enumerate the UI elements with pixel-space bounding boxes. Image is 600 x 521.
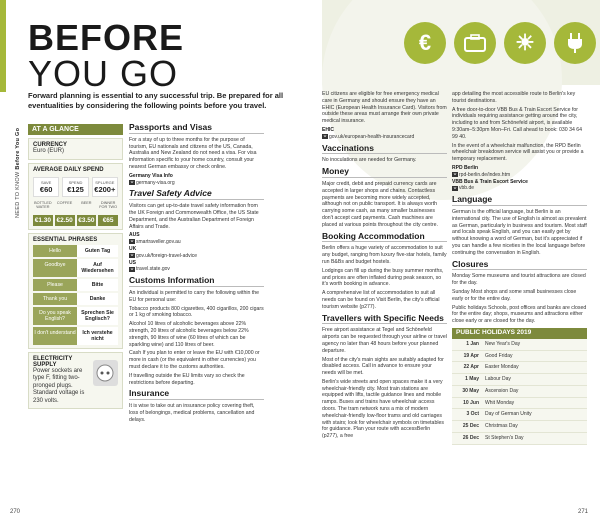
spend-spend: SPEND €125 xyxy=(62,177,88,197)
holiday-row xyxy=(452,421,587,433)
holiday-row xyxy=(452,433,587,445)
link-vbb[interactable]: vbb.de xyxy=(459,185,475,192)
holiday-name: Day of German Unity xyxy=(485,411,532,418)
web-icon: w xyxy=(130,239,134,244)
heading-customs: Customs Information xyxy=(129,277,264,287)
heading-vaccinations: Vaccinations xyxy=(322,145,447,155)
web-icon: w xyxy=(130,252,134,257)
phrase-row: Please Bitte xyxy=(33,279,118,291)
cost-water: BOTTLED WATER €1.30 xyxy=(34,200,52,224)
holiday-row xyxy=(452,386,587,398)
holiday-date: 26 Dec xyxy=(462,435,479,442)
holiday-date: 19 Apr xyxy=(463,352,479,359)
suitcase-icon xyxy=(454,22,496,64)
public-holidays-table xyxy=(452,328,587,445)
title-line-2: YOU GO xyxy=(28,53,179,94)
link-germany-visa[interactable]: germany-visa.org xyxy=(136,179,175,186)
currency-box: CURRENCY Euro (EUR) xyxy=(28,138,123,160)
link-ehic[interactable]: gov.uk/european-health-insurancecard xyxy=(329,133,415,140)
heading-language: Language xyxy=(452,196,587,206)
link-rpd-berlin[interactable]: rpd-berlin.de/index.htm xyxy=(459,171,511,178)
holiday-date: 22 Apr xyxy=(463,364,479,371)
holiday-name: Easter Monday xyxy=(485,364,519,371)
web-icon: w xyxy=(323,133,327,138)
cost-dinner: DINNER FOR TWO €65 xyxy=(99,200,118,224)
daily-spend-box: AVERAGE DAILY SPEND SAVE €60 SPEND €125 SPLURGE €200+ BOTTLED WATER €1.30 COFFEE €2.50 BEER €3.50 DINNER FOR TWO €65 xyxy=(28,163,123,230)
heading-closures: Closures xyxy=(452,261,587,271)
link-travel-state[interactable]: travel.state.gov xyxy=(136,266,170,273)
intro-text: Forward planning is essential to any successful trip. Be prepared for all eventualities by considering the following points before you travel. xyxy=(28,91,284,110)
holiday-date: 1 Jan xyxy=(466,340,479,347)
heading-booking: Booking Accommodation xyxy=(322,233,447,243)
heading-money: Money xyxy=(322,168,447,178)
phrase-row: Thank you Danke xyxy=(33,293,118,305)
holiday-name: Ascension Day xyxy=(485,387,519,394)
column-passports: Passports and Visas For a stay of up to three months for the purpose of tourism, EU nationals and citizens of the US, Canada, Australia and New Zealand do not need a visa. For visa information specific to your home country, consult your nearest German embassy or check online. Germany Visa Info w germany-visa.org Travel Safety Advice Visitors can get up-to-date travel safety information from the UK Foreign and Commonwealth Office, the US State Department, and the Australian Department of Foreign Affairs and Trade. AUS w smartraveller.gov.au UK w gov.uk/foreign-travel-advice US w travel.state.gov Customs Information An individual is permitted to carry the following within the EU for personal use: Tobacco products 800 cigarettes, 400 cigarillos, 200 cigars or 1 kg of smoking tobacco. Alcohol 10 litres of alcoholic beverages above 22% strength, 20 litres of alcoholic beverages below 22% strength, 90 litres of wine (60 litres of which can be sparkling wine) and 110 litres of beer. Cash If you plan to enter or leave the EU with €10,000 or more in cash (or the equivalent in other currencies) you must declare it to the customs authorities. If travelling outside the EU limits vary so check the restrictions before departing. Insurance It is wise to take out an insurance policy covering theft, loss of belongings, medical problems, cancellation and delays. xyxy=(129,122,264,423)
holiday-name: New Year's Day xyxy=(485,340,521,347)
spend-save: SAVE €60 xyxy=(33,177,59,197)
electricity-box: ELECTRICITY SUPPLY Power sockets are type F, fitting two-pronged plugs. Standard voltage is 230 volts. xyxy=(28,352,123,410)
heading-passports: Passports and Visas xyxy=(129,124,264,134)
heading-specific-needs: Travellers with Specific Needs xyxy=(322,315,447,325)
euro-icon: € xyxy=(404,22,446,64)
cost-beer: BEER €3.50 xyxy=(78,200,95,224)
web-icon: w xyxy=(453,171,457,176)
phrase-row: Hello Guten Tag xyxy=(33,245,118,257)
holiday-name: St Stephen's Day xyxy=(485,435,524,442)
holiday-row xyxy=(452,339,587,351)
phrase-row: Do you speak English? Sprechen Sie Englisch? xyxy=(33,307,118,325)
holiday-row xyxy=(452,362,587,374)
column-language: app detailing the most accessible route to Berlin's key tourist destinations. A free door-to-door VBB Bus & Train Escort Service for individuals requiring assistance getting around the city, including to and from Schönefeld airport, is available 9:30am–5:30pm Mon–Fri. Call ahead to book: 030 34 64 99 40. In the event of a wheelchair malfunction, the RPD Berlin wheelchair breakdown service will assist you or provide a temporary replacement. RPD Berlin w rpd-berlin.de/index.htm VBB Bus & Train Escort Service w vbb.de Language German is the official language, but Berlin is an international city. The use of English is almost as prevalent as German, particularly in business and tourism. Most staff and locals speak English, and you can easily get by without knowing a word of German, but it's appreciated if you can handle a few niceties in the local language before continuing the conversation in English. Closures Monday Some museums and tourist attractions are closed for the day. Sunday Most shops and some small businesses close early or for the entire day. Public holidays Schools, post offices and banks are closed for the entire day; shops, museums and attractions either close early or are closed for the day. PUBLIC HOLIDAYS 2019 1 Jan New Year's Day 19 Apr Good Friday 22 Apr Easter Monday 1 May Labour Day 30 May Ascension Day 10 Jun Whit Monday 3 Oct Day of German Unity 25 Dec Christmas Day 26 Dec St Stephen's Day xyxy=(452,91,587,445)
web-icon: w xyxy=(453,185,457,190)
socket-icon xyxy=(93,360,118,386)
spend-splurge: SPLURGE €200+ xyxy=(92,177,118,197)
link-smartraveller[interactable]: smartraveller.gov.au xyxy=(136,239,181,246)
holiday-name: Whit Monday xyxy=(485,399,515,406)
holiday-date: 30 May xyxy=(462,387,479,394)
page-number-left: 270 xyxy=(10,509,21,515)
cost-coffee: COFFEE €2.50 xyxy=(56,200,73,224)
holiday-row xyxy=(452,398,587,410)
at-a-glance-panel xyxy=(28,124,123,409)
web-icon: w xyxy=(130,179,134,184)
holiday-row xyxy=(452,374,587,386)
title-line-1: BEFORE xyxy=(28,17,185,58)
phrase-row: I don't understand Ich verstehe nicht xyxy=(33,327,118,345)
holidays-heading: PUBLIC HOLIDAYS 2019 xyxy=(452,328,587,339)
header-banner xyxy=(322,0,600,85)
holiday-date: 3 Oct xyxy=(466,411,479,418)
glance-heading: AT A GLANCE xyxy=(28,124,123,135)
column-money: EU citizens are eligible for free emergency medical care in Germany and should ensure they have an EHIC (European Health Insurance Card). Visitors from outside these areas must arrange their own private medical insurance. EHIC w gov.uk/european-health-insurancecard Vaccinations No inoculations are needed for Germany. Money Major credit, debit and prepaid currency cards are accepted in larger shops and chains. Contactless payments are becoming more widely accepted, although not on public transport. It is always worth carrying some cash, as many smaller businesses don't accept card payments. Cash machines are placed at various points throughout the city centre. Booking Accommodation Berlin offers a huge variety of accommodation to suit any budget, ranging from luxury five-star hotels, family run B&Bs and budget hostels. Lodgings can fill up during the busy summer months, and prices are often inflated during peak season, so it's worth booking in advance. A comprehensive list of accommodation to suit all needs can be found on Visit Berlin, the city's official tourism website (p277). Travellers with Specific Needs Free airport assistance at Tegel and Schönefeld airports can be requested through your airline or travel agency no later than 48 hours before your planned departure. Most of the city's main sights are suitably adapted for disabled access. Call in advance to ensure your needs will be met. Berlin's wide streets and open spaces make it a very wheelchair-friendly city. Most train stations are equipped with lifts, tactile guidance lines and mobile ramps. Buses and trains have wheelchair access doors. The tram network runs a mix of modern wheelchair-friendly low-floor trams and old carriages with stairs; look for wheelchair symbols on timetables for guidance. Plan your route with accessBerlin (p277), a free xyxy=(322,91,447,440)
plug-icon xyxy=(554,22,596,64)
page-number-right: 271 xyxy=(577,509,588,515)
holiday-date: 10 Jun xyxy=(463,399,479,406)
side-accent-bar xyxy=(0,0,6,92)
holiday-name: Labour Day xyxy=(485,376,511,383)
holiday-date: 25 Dec xyxy=(462,423,479,430)
holiday-date: 1 May xyxy=(465,376,479,383)
page-title xyxy=(28,17,185,94)
link-gov-uk[interactable]: gov.uk/foreign-travel-advice xyxy=(136,252,198,259)
phrase-row: Goodbye Auf Wiedersehen xyxy=(33,259,118,277)
sun-icon: ☀ xyxy=(504,22,546,64)
holiday-row xyxy=(452,409,587,421)
heading-insurance: Insurance xyxy=(129,390,264,400)
phrases-box: ESSENTIAL PHRASES Hello Guten Tag Goodbye Auf Wiedersehen Please Bitte Thank you Danke Do you speak English? Sprechen Sie Englisch? I don't understand Ich verstehe nicht xyxy=(28,233,123,349)
holiday-name: Good Friday xyxy=(485,352,513,359)
holiday-name: Christmas Day xyxy=(485,423,518,430)
web-icon: w xyxy=(130,266,134,271)
heading-travel-safety: Travel Safety Advice xyxy=(129,190,264,200)
side-tab-label: NEED TO KNOW Before You Go xyxy=(15,127,21,218)
holiday-row xyxy=(452,351,587,363)
